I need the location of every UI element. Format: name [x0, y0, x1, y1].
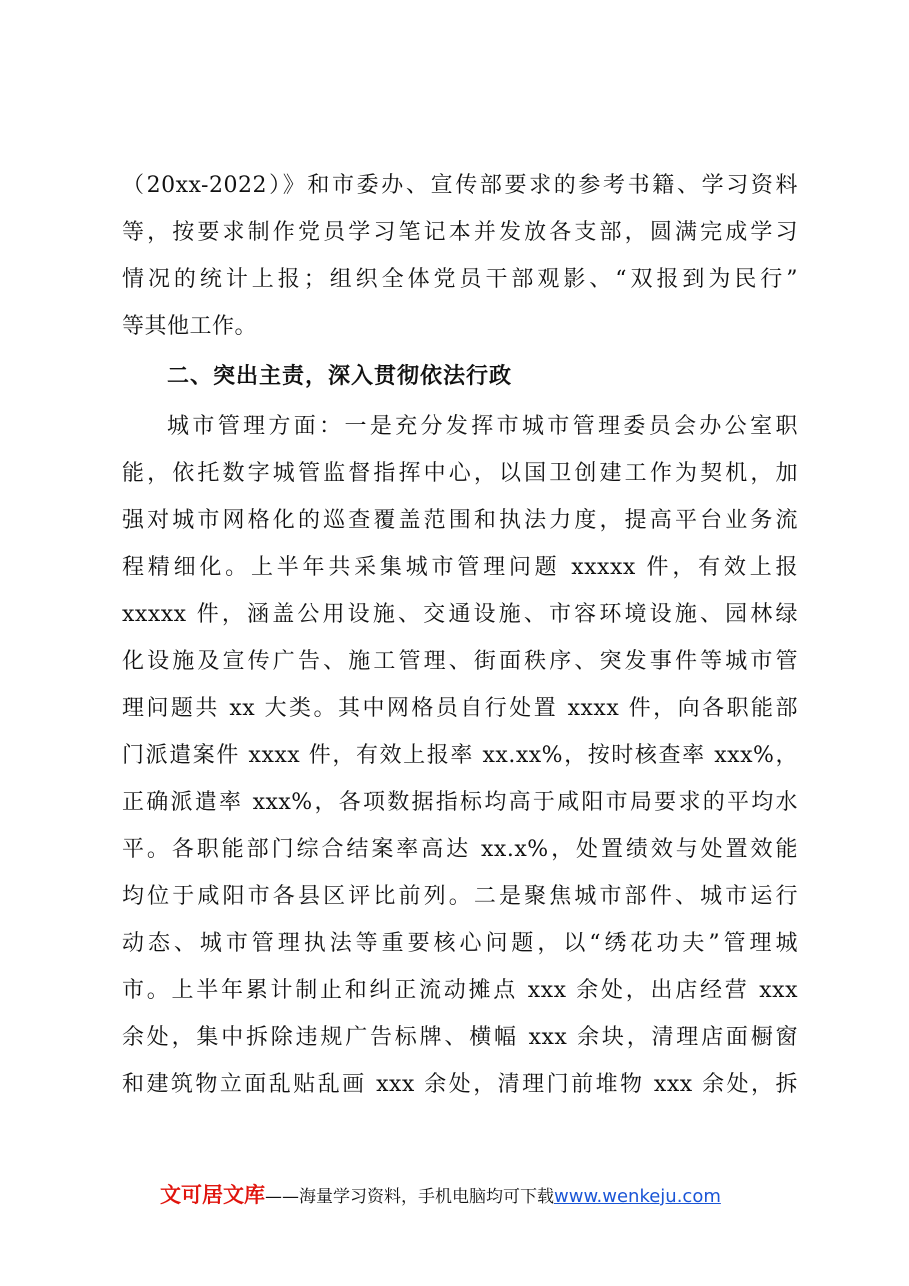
paragraph-line: 余处，集中拆除违规广告标牌、横幅 xxx 余块，清理店面橱窗 — [122, 1025, 798, 1050]
paragraph-line: 情况的统计上报；组织全体党员干部观影、“双报到为民行” — [122, 267, 798, 292]
paragraph-line: 等，按要求制作党员学习笔记本并发放各支部，圆满完成学习 — [122, 220, 798, 245]
paragraph-line: 市。上半年累计制止和纠正流动摊点 xxx 余处，出店经营 xxx — [122, 978, 798, 1003]
footer-slogan: ——海量学习资料，手机电脑均可下载 — [265, 1187, 554, 1207]
paragraph-line: 门派遣案件 xxxx 件，有效上报率 xx.xx%，按时核查率 xxx%， — [122, 743, 798, 768]
paragraph-line: 能，依托数字城管监督指挥中心，以国卫创建工作为契机，加 — [122, 461, 798, 486]
paragraph-line: 动态、城市管理执法等重要核心问题，以“绣花功夫”管理城 — [122, 931, 798, 956]
paragraph-line: 等其他工作。 — [122, 314, 258, 339]
paragraph-line: 程精细化。上半年共采集城市管理问题 xxxxx 件，有效上报 — [122, 555, 798, 580]
paragraph-line: xxxxx 件，涵盖公用设施、交通设施、市容环境设施、园林绿 — [122, 602, 798, 627]
paragraph-line: （20xx-2022）》和市委办、宣传部要求的参考书籍、学习资料 — [122, 173, 798, 198]
paragraph-line: 理问题共 xx 大类。其中网格员自行处置 xxxx 件，向各职能部 — [122, 696, 798, 721]
paragraph-line: 平。各职能部门综合结案率高达 xx.x%，处置绩效与处置效能 — [122, 837, 798, 862]
section-heading: 二、突出主责，深入贯彻依法行政 — [167, 364, 513, 389]
paragraph-line: 化设施及宣传广告、施工管理、街面秩序、突发事件等城市管 — [122, 649, 798, 674]
footer-link[interactable]: www.wenkeju.com — [554, 1186, 721, 1207]
footer-brand: 文可居文库 — [160, 1183, 265, 1207]
paragraph-line: 强对城市网格化的巡查覆盖范围和执法力度，提高平台业务流 — [122, 508, 798, 533]
footer-banner — [160, 1183, 721, 1209]
paragraph-line: 城市管理方面：一是充分发挥市城市管理委员会办公室职 — [167, 414, 798, 439]
paragraph-line: 和建筑物立面乱贴乱画 xxx 余处，清理门前堆物 xxx 余处，拆 — [122, 1072, 798, 1097]
paragraph-line: 均位于咸阳市各县区评比前列。二是聚焦城市部件、城市运行 — [122, 884, 798, 909]
paragraph-line: 正确派遣率 xxx%，各项数据指标均高于咸阳市局要求的平均水 — [122, 790, 798, 815]
